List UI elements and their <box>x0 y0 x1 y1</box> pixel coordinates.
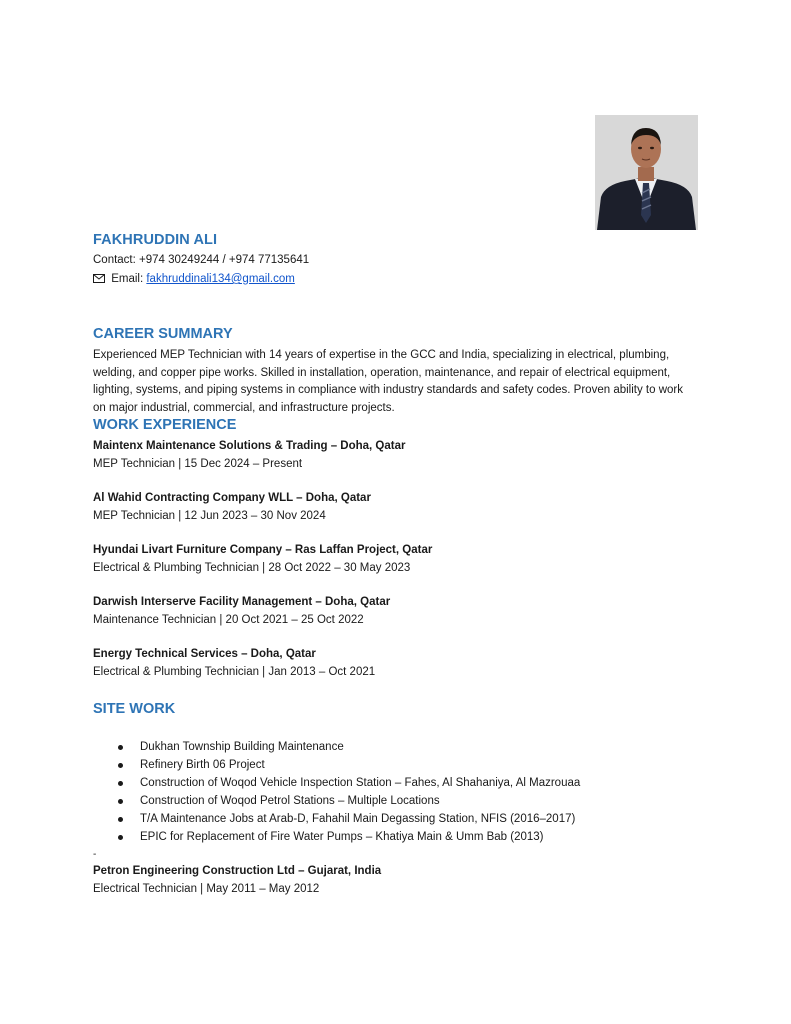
job-role: MEP Technician | 15 Dec 2024 – Present <box>93 457 303 470</box>
job-company: Hyundai Livart Furniture Company – Ras Laffan Project, Qatar <box>93 544 433 556</box>
profile-photo <box>595 115 698 230</box>
contact-numbers: Contact: +974 30249244 / +974 77135641 <box>93 254 310 266</box>
job-entry <box>93 594 703 629</box>
job-entry <box>93 542 703 577</box>
candidate-name: FAKHRUDDIN ALI <box>93 232 218 248</box>
job-company: Darwish Interserve Facility Management – Doha, Qatar <box>93 596 391 608</box>
job-role: Electrical Technician | May 2011 – May 2012 <box>93 882 320 895</box>
job-entry <box>93 490 703 525</box>
list-item: Construction of Woqod Petrol Stations – Multiple Locations <box>93 792 580 810</box>
list-item: Construction of Woqod Vehicle Inspection Station – Fahes, Al Shahaniya, Al Mazrouaa <box>93 774 580 792</box>
career-summary-text: Experienced MEP Technician with 14 years of expertise in the GCC and India, specializing in electrical, plumbing, welding, and copper pipe works. Skilled in installation, operation, maintenance, and repair of electrical equipment, lighting, systems, and piping systems in compliance with industry standards and safety codes. Proven ability to work on major industrial, commercial, and infrastructure projects. <box>93 349 683 415</box>
job-role: Electrical & Plumbing Technician | 28 Oct 2022 – 30 May 2023 <box>93 561 411 574</box>
separator-mark: - <box>93 849 97 860</box>
list-item: EPIC for Replacement of Fire Water Pumps – Khatiya Main & Umm Bab (2013) <box>93 828 580 846</box>
job-company: Petron Engineering Construction Ltd – Gujarat, India <box>93 865 382 877</box>
list-item: T/A Maintenance Jobs at Arab-D, Fahahil Main Degassing Station, NFIS (2016–2017) <box>93 810 580 828</box>
email-label: Email: <box>111 273 144 285</box>
job-role: Maintenance Technician | 20 Oct 2021 – 25 Oct 2022 <box>93 613 364 626</box>
envelope-icon <box>93 274 105 283</box>
job-entry <box>93 863 703 898</box>
job-company: Al Wahid Contracting Company WLL – Doha, Qatar <box>93 492 371 504</box>
email-link[interactable]: fakhruddinali134@gmail.com <box>146 273 295 285</box>
job-role: Electrical & Plumbing Technician | Jan 2013 – Oct 2021 <box>93 665 376 678</box>
job-company: Maintenx Maintenance Solutions & Trading – Doha, Qatar <box>93 440 406 452</box>
list-item: Dukhan Township Building Maintenance <box>93 738 580 756</box>
job-entry <box>93 646 703 681</box>
list-item: Refinery Birth 06 Project <box>93 756 580 774</box>
site-work-heading: SITE WORK <box>93 701 176 717</box>
career-summary-heading: CAREER SUMMARY <box>93 326 233 342</box>
email-line <box>93 272 295 287</box>
job-role: MEP Technician | 12 Jun 2023 – 30 Nov 2024 <box>93 509 326 522</box>
work-experience-heading: WORK EXPERIENCE <box>93 417 237 433</box>
site-work-list <box>93 738 580 847</box>
job-company: Energy Technical Services – Doha, Qatar <box>93 648 316 660</box>
job-entry <box>93 438 703 473</box>
